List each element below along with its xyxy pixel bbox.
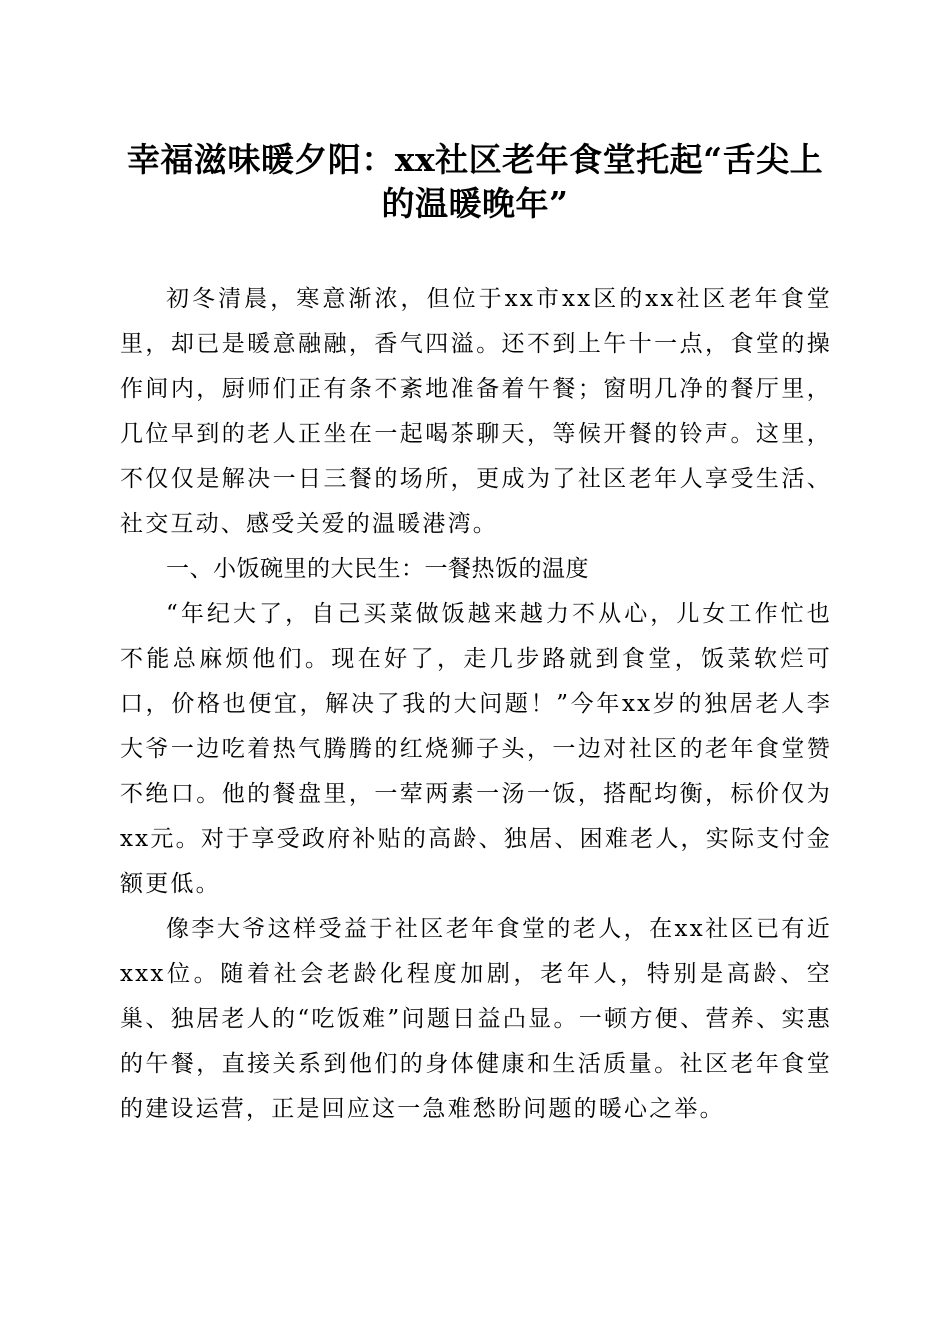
section-heading: 一、小饭碗里的大民生：一餐热饭的温度 <box>166 556 589 582</box>
document-title: 幸福滋味暖夕阳：xx社区老年食堂托起“舌尖上的温暖晚年” <box>126 140 824 223</box>
document-body <box>120 277 832 1132</box>
intro-paragraph: 初冬清晨，寒意渐浓，但位于xx市xx区的xx社区老年食堂里，却已是暖意融融，香气四溢。还不到上午十一点，食堂的操作间内，厨师们正有条不紊地准备着午餐；窗明几净的餐厅里，几位早到的老人正坐在一起喝茶聊天，等候开餐的铃声。这里，不仅仅是解决一日三餐的场所，更成为了社区老年人享受生活、社交互动、感受关爱的温暖港湾。 <box>120 286 832 537</box>
section-paragraph: 像李大爷这样受益于社区老年食堂的老人，在xx社区已有近xxx位。随着社会老龄化程度加剧，老年人，特别是高龄、空巢、独居老人的“吃饭难”问题日益凸显。一顿方便、营养、实惠的午餐，直接关系到他们的身体健康和生活质量。社区老年食堂的建设运营，正是回应这一急难愁盼问题的暖心之举。 <box>120 916 832 1122</box>
section-paragraph: “年纪大了，自己买菜做饭越来越力不从心，儿女工作忙也不能总麻烦他们。现在好了，走几步路就到食堂，饭菜软烂可口，价格也便宜，解决了我的大问题！”今年xx岁的独居老人李大爷一边吃着热气腾腾的红烧狮子头，一边对社区的老年食堂赞不绝口。他的餐盘里，一荤两素一汤一饭，搭配均衡，标价仅为xx元。对于享受政府补贴的高龄、独居、困难老人，实际支付金额更低。 <box>120 601 832 897</box>
